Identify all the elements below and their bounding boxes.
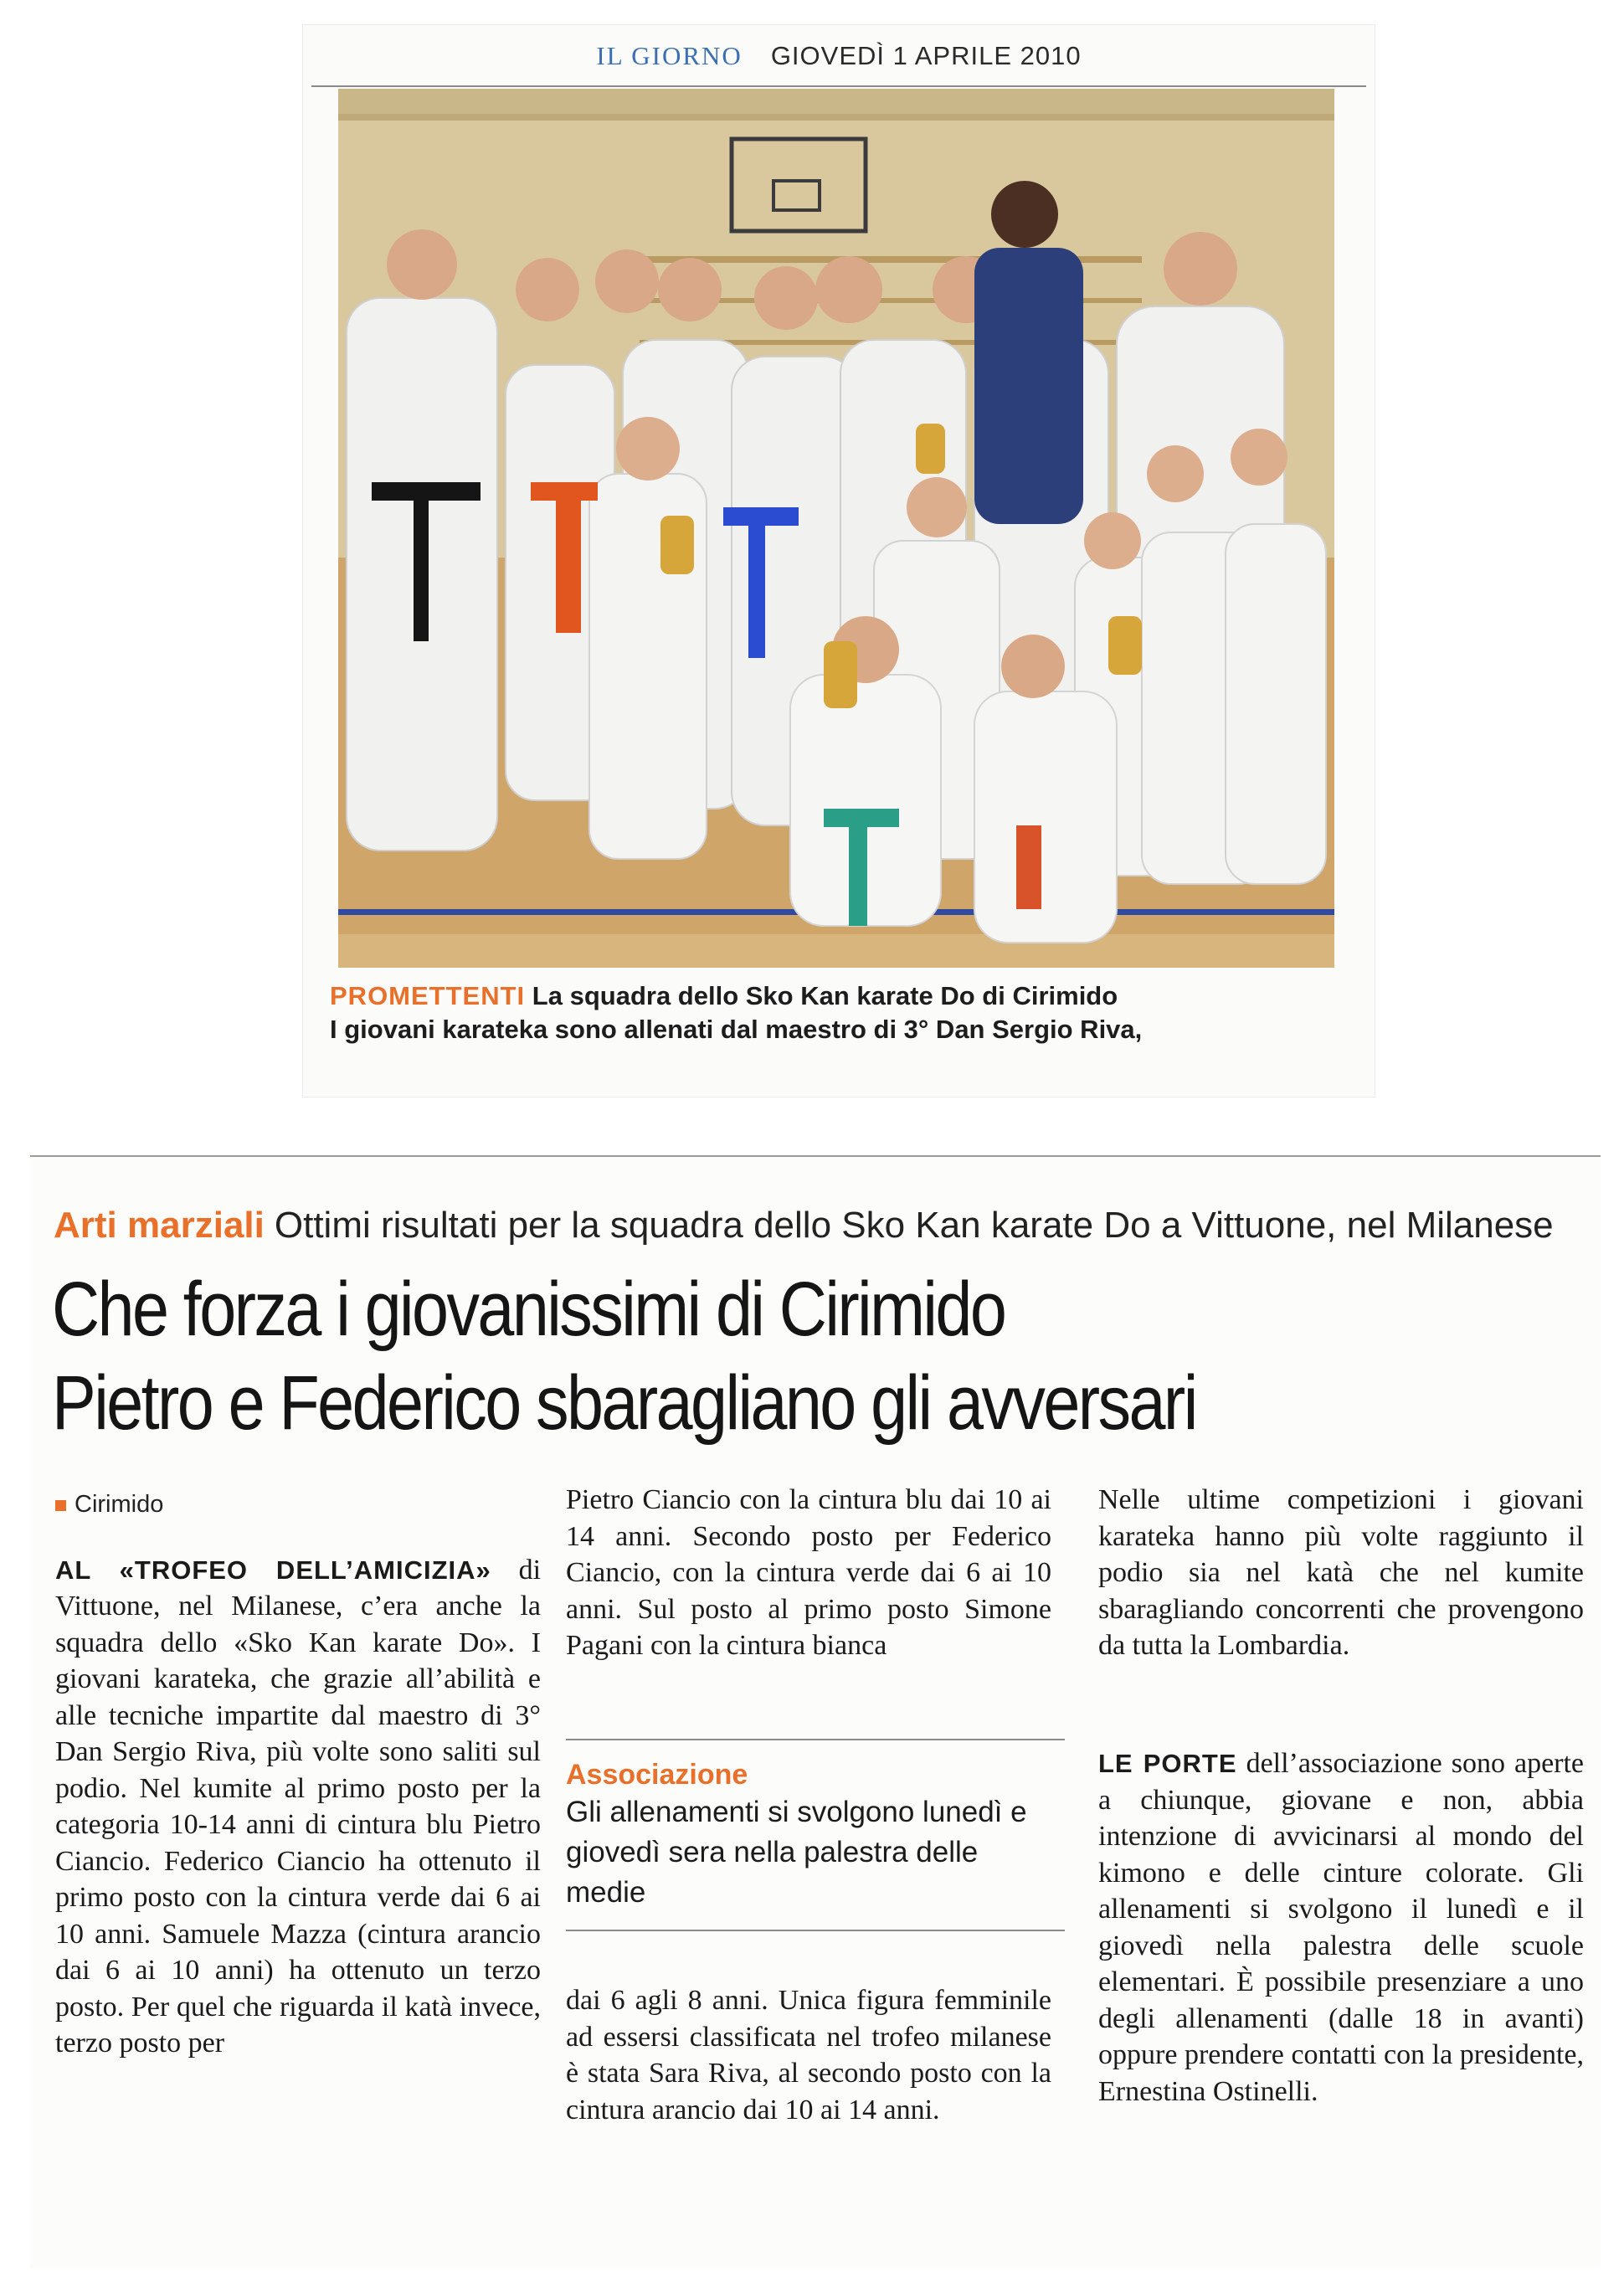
dateline-text: Cirimido [75, 1491, 164, 1518]
headline-line-2: Pietro e Federico sbaragliano gli avversari [52, 1360, 1196, 1446]
column-1-text: di Vittuone, nel Milanese, c’era anche la squadra dello «Sko Kan karate Do». I giovani karateka, che grazie all’abilità e alle tecniche impartite dal maestro di 3° Dan Sergio Riva, più volte sono saliti sul podio. Nel kumite al primo posto per la categoria 10-14 anni di cintura blu Pietro Ciancio. Federico Ciancio ha ottenuto il primo posto con la cintura verde dai 6 ai 10 anni. Samuele Mazza (cintura arancio dai 6 ai 10 anni) ha ottenuto un terzo posto. Per quel che riguarda il katà invece, terzo posto per [55, 1554, 542, 2059]
article-clipping [30, 1155, 1601, 2269]
photo-clipping [303, 25, 1375, 1097]
box-kicker: Associazione [566, 1759, 748, 1791]
dateline [55, 1487, 541, 1524]
caption-line-1: La squadra dello Sko Kan karate Do di Cirimido [532, 981, 1118, 1010]
column-3-text-top: Nelle ultime competizioni i giovani karateka hanno più volte raggiunto il podio sia nel katà che nel kumite sbaragliando concorrenti che provengono da tutta la Lombardia. [1098, 1484, 1584, 1661]
association-box [566, 1739, 1065, 1931]
dateline-square-icon [55, 1500, 66, 1511]
caption-line-2: I giovani karateka sono allenati dal maestro di 3° Dan Sergio Riva, [330, 1015, 1143, 1044]
masthead [303, 32, 1375, 80]
team-photo [338, 89, 1334, 968]
column-3-text-bottom: dell’associazione sono aperte a chiunque, giovane e non, abbia intenzione di avvicinarsi al mondo del kimono e delle cinture colorate. Gli allenamenti si svolgono il lunedì e il giovedì nella palestra delle scuole elementari. È possibile presenziare a uno degli allenamenti (dalle 18 in avanti) oppure prendere contatti con la presidente, Ernestina Ostinelli. [1098, 1748, 1585, 2107]
masthead-rule [311, 85, 1366, 87]
photo-caption [330, 979, 1343, 1046]
subtitle-text: Ottimi risultati per la squadra dello Sko Kan karate Do a Vittuone, nel Milanese [274, 1205, 1554, 1246]
headline-line-1: Che forza i giovanissimi di Cirimido [52, 1267, 1005, 1352]
publication-date: GIOVEDÌ 1 APRILE 2010 [770, 41, 1082, 70]
section-label: Arti marziali [54, 1205, 265, 1246]
caption-kicker: PROMETTENTI [330, 981, 526, 1010]
article-column-1 [55, 1482, 541, 2062]
article-column-2-bottom [566, 1982, 1051, 2128]
article-column-2-top [566, 1482, 1051, 1664]
newspaper-name: IL GIORNO [596, 41, 743, 70]
article-subtitle [54, 1204, 1602, 1247]
box-title: Gli allenamenti si svolgono lunedì e giovedì sera nella palestra delle medie [566, 1796, 1027, 1909]
article-column-3-bottom [1098, 1745, 1584, 2110]
column-3-lead: LE PORTE [1098, 1749, 1237, 1778]
article-headline [52, 1262, 1391, 1450]
column-1-lead: AL «TROFEO DELL’AMICIZIA» [55, 1555, 491, 1585]
column-2-text-bottom: dai 6 agli 8 anni. Unica figura femminile ad essersi classificata nel trofeo milanese è stata Sara Riva, al secondo posto con la cintura arancio dai 10 ai 14 anni. [566, 1985, 1051, 2125]
column-2-text-top: Pietro Ciancio con la cintura blu dai 10 ai 14 anni. Secondo posto per Federico Ciancio, con la cintura verde dai 6 ai 10 anni. Sul posto al primo posto Simone Pagani con la cintura bianca [566, 1484, 1051, 1661]
article-column-3-top [1098, 1482, 1584, 1664]
clipping-top-rule [30, 1155, 1601, 1157]
